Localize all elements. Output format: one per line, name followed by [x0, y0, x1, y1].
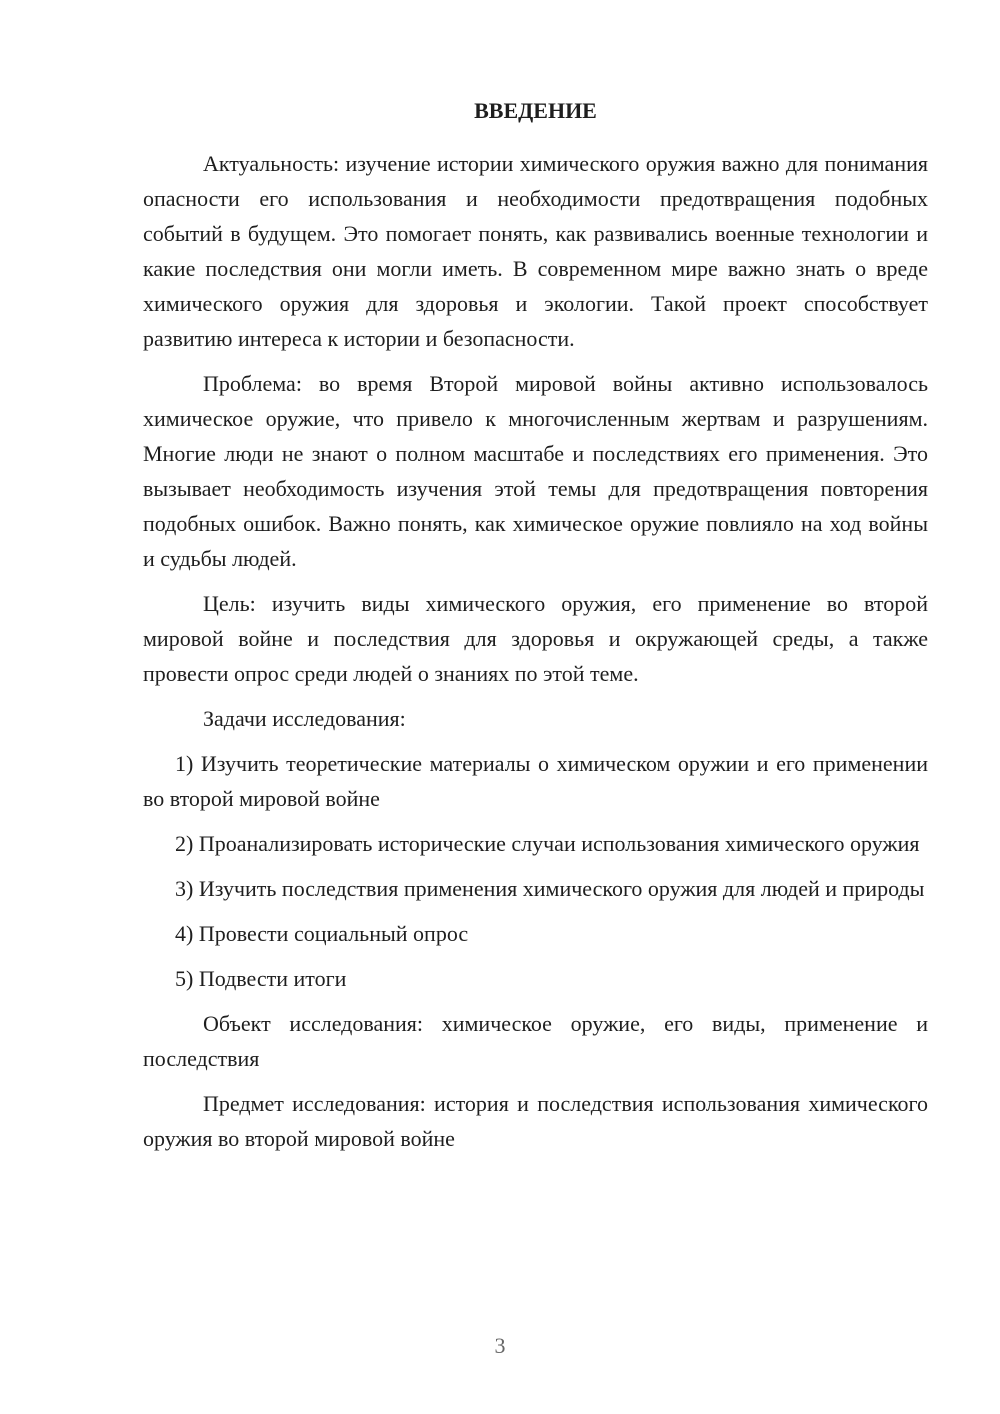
- task-item-1: 1) Изучить теоретические материалы о химическом оружии и его применении во второй мировой войне: [143, 751, 928, 811]
- subject-paragraph: Предмет исследования: история и последствия использования химического оружия во второй мировой войне: [143, 1091, 928, 1151]
- page-number: 3: [494, 1333, 506, 1358]
- task-item-3: 3) Изучить последствия применения химического оружия для людей и природы: [175, 876, 925, 901]
- page-content: [143, 93, 928, 1166]
- task-item-2: 2) Проанализировать исторические случаи использования химического оружия: [175, 831, 920, 856]
- object-paragraph: Объект исследования: химическое оружие, его виды, применение и последствия: [143, 1011, 928, 1071]
- task-item-5: 5) Подвести итоги: [175, 966, 347, 991]
- goal-paragraph: Цель: изучить виды химического оружия, его применение во второй мировой войне и последствия для здоровья и окружающей среды, а также провести опрос среди людей о знаниях по этой теме.: [143, 591, 928, 686]
- relevance-paragraph: Актуальность: изучение истории химического оружия важно для понимания опасности его использования и необходимости предотвращения подобных событий в будущем. Это помогает понять, как развивались военные технологии и какие последствия они могли иметь. В современном мире важно знать о вреде химического оружия для здоровья и экологии. Такой проект способствует развитию интереса к истории и безопасности.: [143, 151, 928, 351]
- section-title: ВВЕДЕНИЕ: [474, 98, 597, 123]
- problem-paragraph: Проблема: во время Второй мировой войны активно использовалось химическое оружие, что привело к многочисленным жертвам и разрушениям. Многие люди не знают о полном масштабе и последствиях его применения. Это вызывает необходимость изучения этой темы для предотвращения повторения подобных ошибок. Важно понять, как химическое оружие повлияло на ход войны и судьбы людей.: [143, 371, 928, 571]
- tasks-heading: Задачи исследования:: [203, 706, 406, 731]
- task-item-4: 4) Провести социальный опрос: [175, 921, 469, 946]
